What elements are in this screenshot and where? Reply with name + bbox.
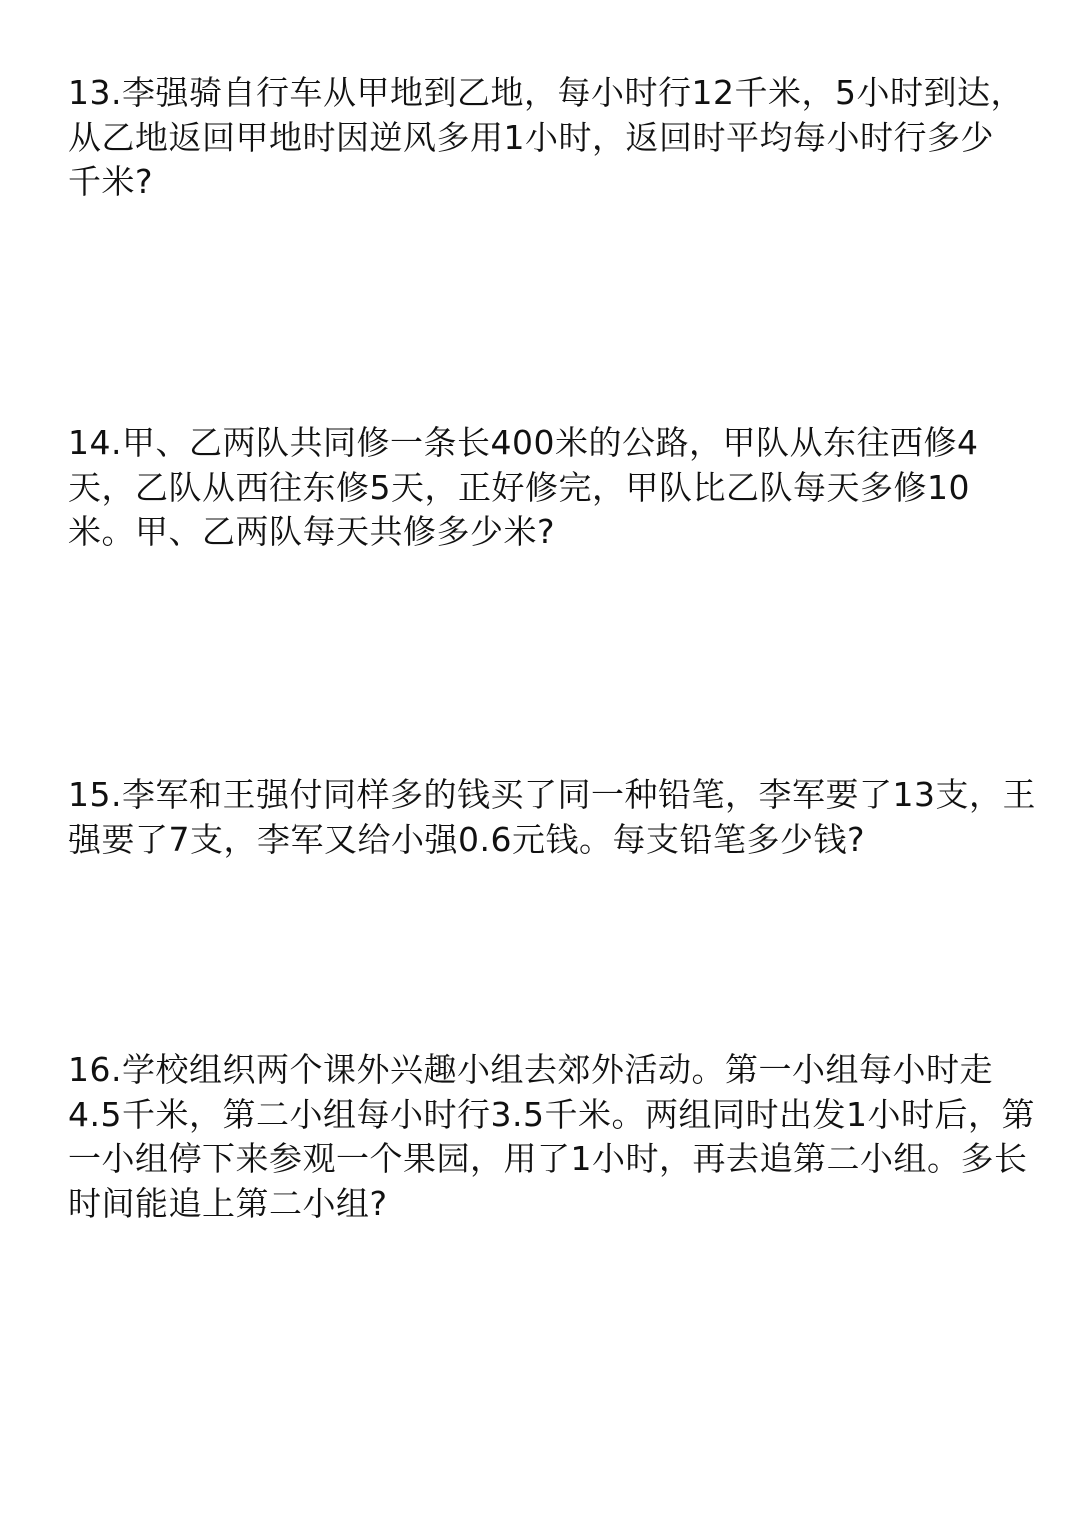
problem-16-line-3: 一小组停下来参观一个果园，用了1小时，再去追第二小组。多长 (68, 1139, 1028, 1178)
problem-16-line-4: 时间能追上第二小组? (68, 1183, 388, 1223)
problem-14 (68, 421, 1020, 555)
problem-13-line-3: 千米? (68, 162, 154, 201)
problem-16-line-2: 4.5千米，第二小组每小时行3.5千米。两组同时出发1小时后，第 (68, 1094, 1035, 1134)
problem-15 (68, 773, 1036, 862)
problem-14-line-2: 天，乙队从西往东修5天，正好修完，甲队比乙队每天多修10 (68, 467, 970, 507)
problem-15-line-1: 15.李军和王强付同样多的钱买了同一种铅笔，李军要了13支，王 (68, 775, 1036, 814)
problem-13 (68, 71, 1024, 205)
problem-16-line-1: 16.学校组织两个课外兴趣小组去郊外活动。第一小组每小时走 (68, 1050, 993, 1089)
problem-13-line-2: 从乙地返回甲地时因逆风多用1小时，返回时平均每小时行多少 (68, 117, 994, 157)
problem-14-line-3: 米。甲、乙两队每天共修多少米? (68, 512, 556, 551)
problem-16 (68, 1048, 1035, 1226)
problem-14-line-1: 14.甲、乙两队共同修一条长400米的公路，甲队从东往西修4 (68, 423, 979, 462)
problem-13-line-1: 13.李强骑自行车从甲地到乙地，每小时行12千米，5小时到达， (68, 73, 1024, 112)
problem-15-line-2: 强要了7支，李军又给小强0.6元钱。每支铅笔多少钱? (68, 819, 865, 859)
